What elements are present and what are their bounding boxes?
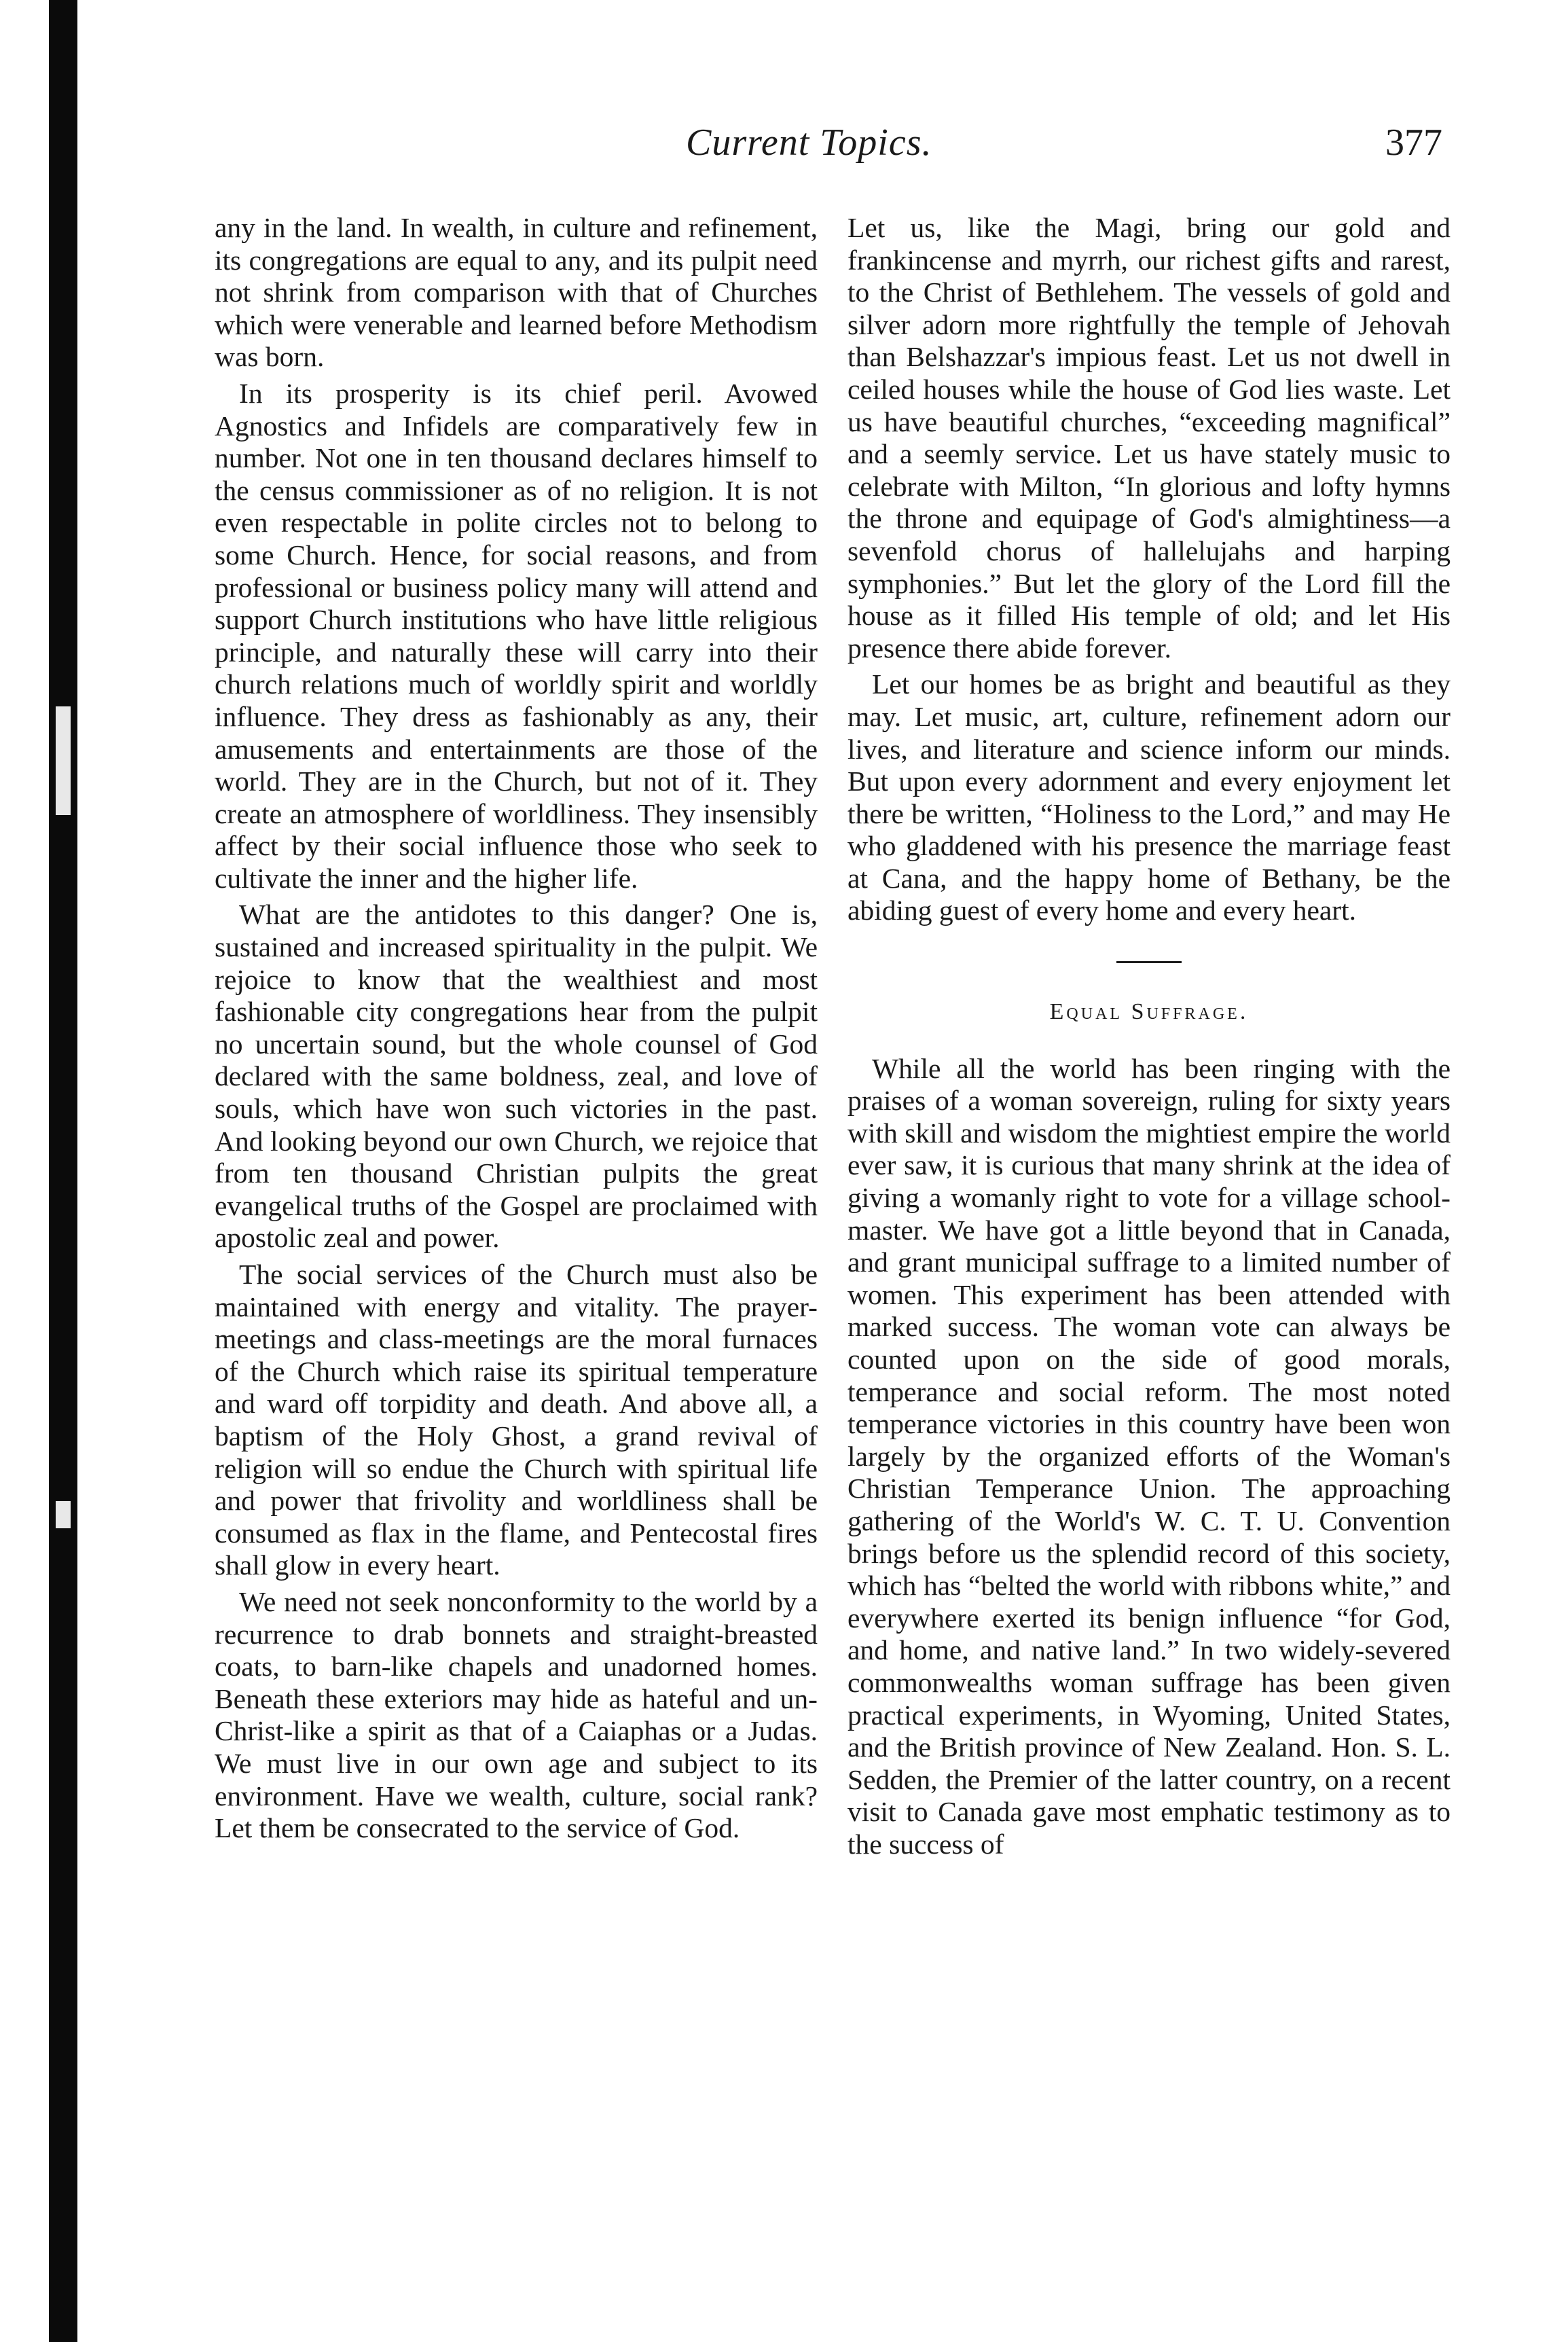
paragraph: The social services of the Church must also be maintained with energy and vitality. The prayer-meetings and class-meetings are the moral furnaces of the Church which raise its spiritual temperature and ward off torpidity and death. And above all, a baptism of the Holy Ghost, a grand revival of religion will so endue the Church with spiritual life and power that frivolity and worldliness shall be consumed as flax in the flame, and Pentecostal fires shall glow in every heart. bbox=[215, 1259, 818, 1581]
section-divider-rule bbox=[1116, 961, 1182, 963]
paragraph: Let our homes be as bright and beautiful as they may. Let music, art, culture, refinement adorn our lives, and literature and science inform our minds. But upon every adornment and every enjoyment let there be written, “Holiness to the Lord,” and may He who gladdened with his presence the marriage feast at Cana, and the happy home of Bethany, be the abiding guest of every home and every heart. bbox=[847, 668, 1451, 926]
paragraph: any in the land. In wealth, in culture and refinement, its congregations are equal to any, and its pulpit need not shrink from comparison with that of Churches which were venerable and learned before Methodism was born. bbox=[215, 212, 818, 373]
paragraph: Let us, like the Magi, bring our gold and frankincense and myrrh, our richest gifts and rarest, to the Christ of Bethlehem. The vessels of gold and silver adorn more rightfully the temple of Jehovah than Belshazzar's impious feast. Let us not dwell in ceiled houses while the house of God lies waste. Let us have beautiful churches, “exceeding magnifical” and a seemly service. Let us have stately music to celebrate with Milton, “In glorious and lofty hymns the throne and equipage of God's almightiness—a sevenfold chorus of hallelujahs and harping symphonies.” But let the glory of the Lord fill the house as it filled His temple of old; and let His presence there abide forever. bbox=[847, 212, 1451, 664]
page-number: 377 bbox=[1385, 122, 1442, 164]
paragraph: While all the world has been ringing with the praises of a woman sovereign, ruling for sixty years with skill and wisdom the mightiest empire the world ever saw, it is curious that many shrink at the idea of giving a womanly right to vote for a village school-master. We have got a little beyond that in Canada, and grant municipal suffrage to a limited number of women. This experiment has been attended with marked success. The woman vote can always be counted upon on the side of good morals, temperance and social reform. The most noted temperance victories in this country have been won largely by the organized efforts of the Woman's Christian Temperance Union. The approaching gathering of the World's W. C. T. U. Convention brings before us the splendid record of this society, which has “belted the world with ribbons white,” and everywhere exerted its benign influence “for God, and home, and native land.” In two widely-severed commonwealths woman suffrage has been given practical experiments, in Wyoming, United States, and the British province of New Zealand. Hon. S. L. Sedden, the Premier of the latter country, on a recent visit to Canada gave most emphatic testimony as to the success of bbox=[847, 1052, 1451, 1860]
paragraph: What are the antidotes to this danger? One is, sustained and increased spirituality in the pulpit. We rejoice to know that the wealthiest and most fashionable city congregations hear from the pulpit no uncertain sound, but the whole counsel of God declared with the same boldness, zeal, and love of souls, which have won such victories in the past. And looking beyond our own Church, we rejoice that from ten thousand Christian pulpits the great evangelical truths of the Gospel are proclaimed with apostolic zeal and power. bbox=[215, 899, 818, 1254]
paragraph: We need not seek nonconformity to the world by a recurrence to drab bonnets and straight-breasted coats, to barn-like chapels and unadorned homes. Beneath these exteriors may hide as hateful and un-Christ-like a spirit as that of a Caiaphas or a Judas. We must live in our own age and subject to its environment. Have we wealth, culture, social rank? Let them be consecrated to the service of God. bbox=[215, 1585, 818, 1844]
paragraph: In its prosperity is its chief peril. Avowed Agnostics and Infidels are comparatively few in number. Not one in ten thousand declares himself to the census commissioner as of no religion. It is not even respectable in polite circles not to belong to some Church. Hence, for social reasons, and from professional or business policy many will attend and support Church institutions who have little religious principle, and naturally these will carry into their church relations much of worldly spirit and worldly influence. They dress as fashionably as any, their amusements and entertainments are those of the world. They are in the Church, but not of it. They create an atmosphere of worldliness. They insensibly affect by their social influence those who seek to cultivate the inner and the higher life. bbox=[215, 377, 818, 894]
running-title: Current Topics. bbox=[686, 122, 932, 164]
right-text-column bbox=[847, 212, 1451, 1865]
left-text-column bbox=[215, 212, 818, 1849]
scanned-binding-edge bbox=[49, 0, 77, 2342]
section-heading: Equal Suffrage. bbox=[1049, 999, 1249, 1025]
